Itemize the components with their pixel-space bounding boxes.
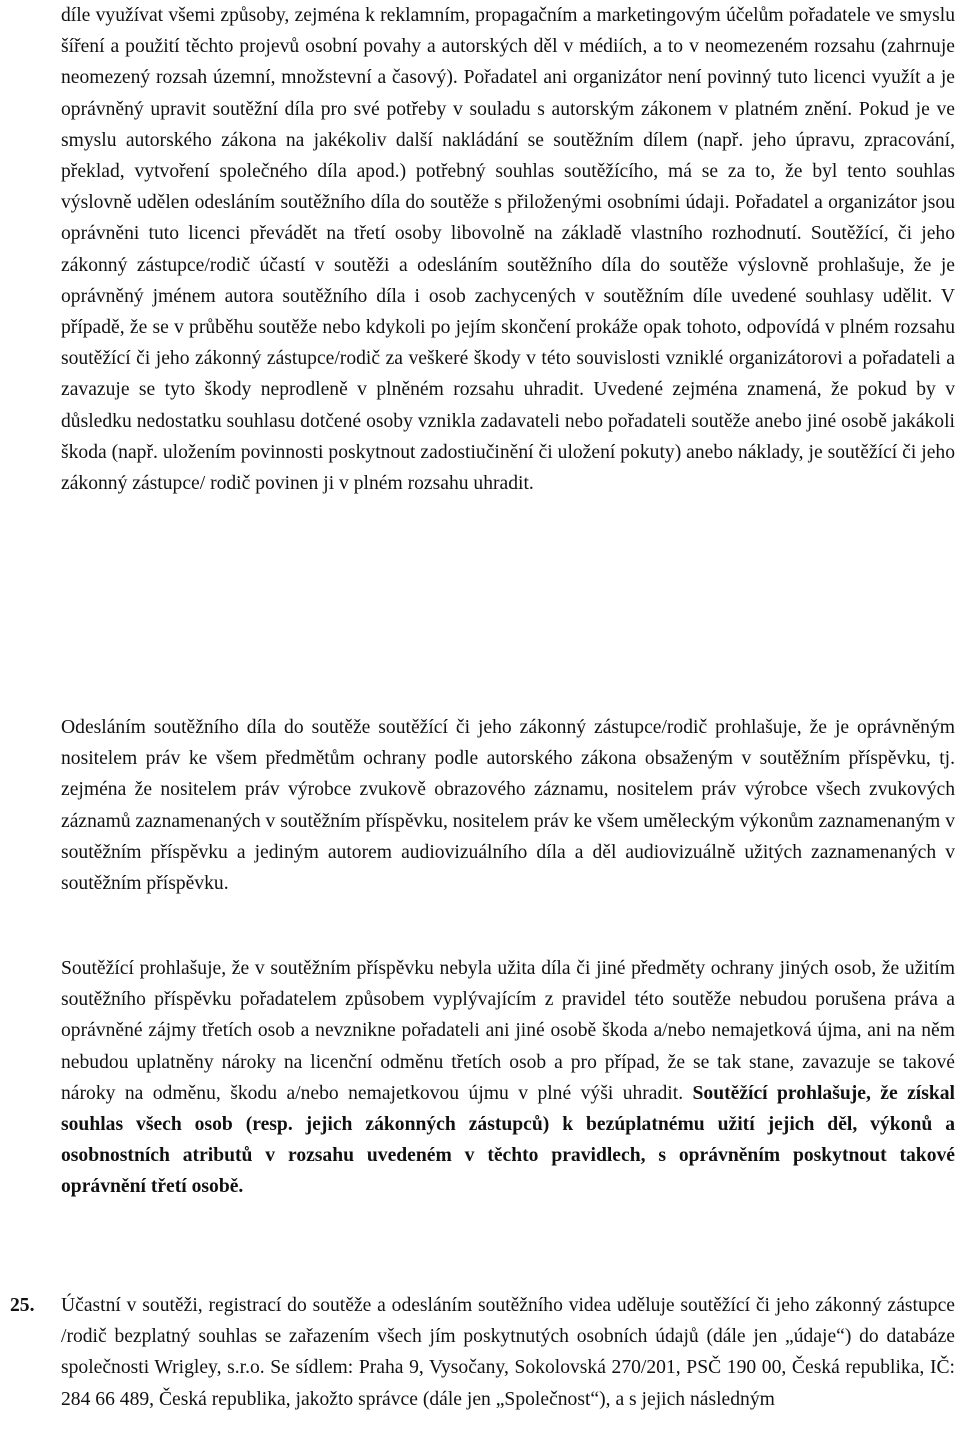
paragraph-rights-declaration: Odesláním soutěžního díla do soutěže soutěžící či jeho zákonný zástupce/rodič prohlašuje, že je oprávněným nositelem práv ke všem předmětům ochrany podle autorského zákona obsaženým v soutěžním příspěvku, tj. zejména že nositelem práv výrobce zvukově obrazového záznamu, nositelem práv výrobce všech zvukových záznamů zaznamenaných v soutěžním příspěvku, nositelem práv ke všem uměleckým výkonům zaznamenaným v soutěžním příspěvku a jediným autorem audiovizuálního díla a děl audiovizuálně užitých zaznamenaných v soutěžním příspěvku. — [61, 717, 955, 895]
paragraph-consent-bold-text: Soutěžící prohlašuje, že získal souhlas všech osob (resp. jejich zákonných zástupců) k bezúplatnému užití jejich děl, výkonů a osobnostních atributů v rozsahu uvedeném v těchto pravidlech, s oprávněním poskytnout takové oprávnění třetí osobě. — [61, 1082, 955, 1198]
paragraph-third-party-declaration — [61, 953, 955, 1203]
item-25-text: Účastní v soutěži, registrací do soutěže a odesláním soutěžního videa uděluje soutěžící či jeho zákonný zástupce /rodič bezplatný souhlas se zařazením všech jím poskytnutých osobních údajů (dále jen „údaje“) do databáze společnosti Wrigley, s.r.o. Se sídlem: Praha 9, Vysočany, Sokolovská 270/201, PSČ 190 00, Česká republika, IČ: 284 66 489, Česká republika, jakožto správce (dále jen „Společnost“), a s jejich následným — [61, 1295, 955, 1410]
item-number: 25. — [10, 1295, 35, 1316]
paragraph-third-party-regular-text: Soutěžící prohlašuje, že v soutěžním příspěvku nebyla užita díla či jiné předměty ochrany jiných osob, že užitím soutěžního příspěvku pořadatelem způsobem vyplývajícím z pravidel této soutěže nebudou porušena práva a oprávněné zájmy třetích osob a nevznikne pořadateli ani jiné osobě škoda a/nebo nemajetková újma, ani na něm nebudou uplatněny nároky na licenční odměnu třetích osob a pro případ, že se tak stane, zavazuje se takové nároky na odměnu, škodu a/nebo nemajetkovou újmu v plné výši uhradit. — [61, 958, 955, 1104]
paragraph-license-terms: díle využívat všemi způsoby, zejména k reklamním, propagačním a marketingovým účelům pořadatele ve smyslu šíření a použití těchto projevů osobní povahy a autorských děl v médiích, a to v neomezeném rozsahu (zahrnuje neomezený rozsah územní, množstevní a časový). Pořadatel ani organizátor není povinný tuto licenci využít a je oprávněný upravit soutěžní díla pro své potřeby v souladu s autorským zákonem v platném znění. Pokud je ve smyslu autorského zákona na jakékoliv další nakládání se soutěžním dílem (např. jeho úpravu, zpracování, překlad, vytvoření společného díla apod.) potřebný souhlas soutěžícího, má se za to, že byl tento souhlas výslovně udělen odesláním soutěžního díla do soutěže s přiloženými osobními údaji. Pořadatel a organizátor jsou oprávněni tuto licenci převádět na třetí osoby libovolně na základě vlastního rozhodnutí. Soutěžící, či jeho zákonný zástupce/rodič účastí v soutěži a odesláním soutěžního díla do soutěže výslovně prohlašuje, že je oprávněný jménem autora soutěžního díla i osob zachycených v soutěžním díle uvedené souhlasy udělit. V případě, že se v průběhu soutěže nebo kdykoli po jejím skončení prokáže opak tohoto, odpovídá v plném rozsahu soutěžící či jeho zákonný zástupce/rodič za veškeré škody v této souvislosti vzniklé organizátorovi a pořadateli a zavazuje se tyto škody neprodleně v plněném rozsahu uhradit. Uvedené zejména znamená, že pokud by v důsledku nedostatku souhlasu dotčené osoby vznikla zadavateli nebo pořadateli soutěže anebo jiné osobě jakákoli škoda (např. uložením povinnosti poskytnout zadostiučinění či uložení pokuty) anebo náklady, je soutěžící či jeho zákonný zástupce/ rodič povinen ji v plném rozsahu uhradit. — [61, 5, 955, 495]
